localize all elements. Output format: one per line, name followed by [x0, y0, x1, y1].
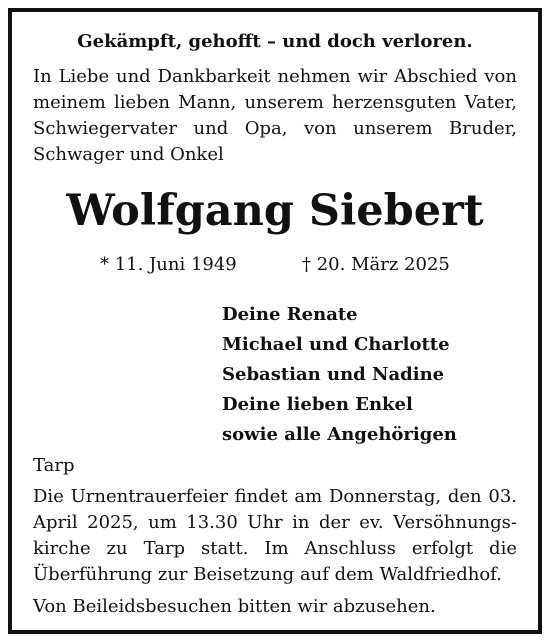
- mourner-item: Deine Renate: [222, 304, 358, 325]
- obituary-notice: [8, 8, 542, 634]
- mourner-item: Sebastian und Nadine: [222, 364, 445, 385]
- notice-motto: Gekämpft, gehofft – und doch verloren.: [77, 31, 473, 52]
- intro-line: In Liebe und Dankbarkeit nehmen wir Abschied von: [33, 66, 517, 87]
- mourner-item: Deine lieben Enkel: [222, 394, 413, 415]
- intro-line: Schwiegervater und Opa, von unserem Bruder,: [33, 118, 517, 139]
- birth-date: * 11. Juni 1949: [100, 254, 237, 275]
- service-line: Die Urnentrauerfeier findet am Donnerstag, den 03.: [33, 486, 517, 507]
- intro-paragraph: [33, 64, 517, 168]
- intro-line: Schwager und Onkel: [33, 144, 224, 165]
- mourner-item: sowie alle Angehörigen: [222, 424, 457, 445]
- mourners-list: [222, 300, 522, 450]
- condolence-note: Von Beileidsbesuchen bitten wir abzusehen.: [33, 596, 436, 617]
- mourner-item: Michael und Charlotte: [222, 334, 450, 355]
- life-dates: [12, 252, 538, 280]
- service-line: Überführung zur Beisetzung auf dem Waldfriedhof.: [33, 564, 502, 585]
- service-paragraph: [33, 484, 517, 588]
- service-line: April 2025, um 13.30 Uhr in der ev. Versöhnungs-: [33, 512, 517, 533]
- intro-line: meinem lieben Mann, unserem herzensguten Vater,: [33, 92, 517, 113]
- deceased-name: Wolfgang Siebert: [66, 186, 484, 236]
- death-date: † 20. März 2025: [302, 254, 450, 275]
- place-name: Tarp: [33, 455, 75, 476]
- service-line: kirche zu Tarp statt. Im Anschluss erfolgt die: [33, 538, 517, 559]
